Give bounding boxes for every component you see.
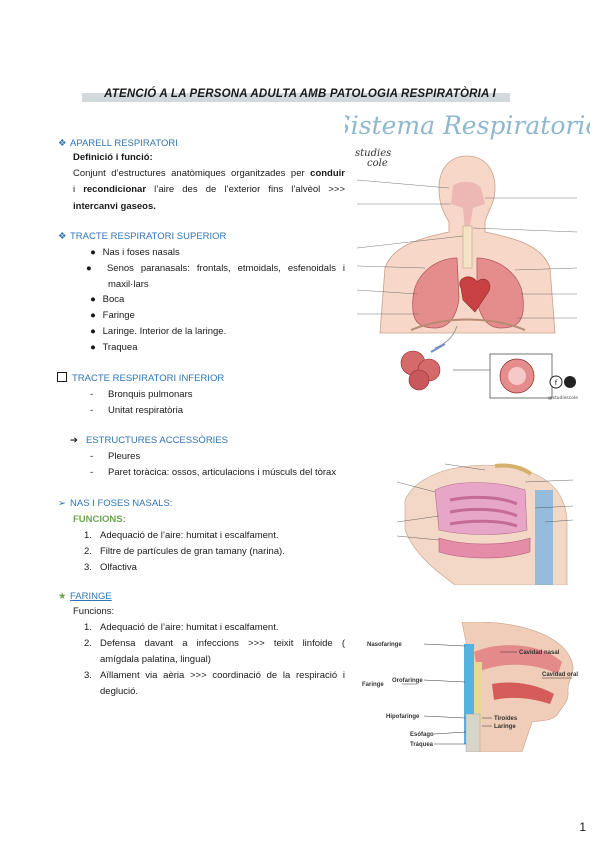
definition-label: Definició i funció: [73,152,153,163]
list-item: ● Traquea [90,342,138,353]
brand-text: studies [355,148,392,159]
definition-line-1: Conjunt d’estructures anatòmiques organitzades per conduir [73,168,345,179]
diamond-bullet-icon: ❖ [58,138,67,149]
list-item: - Pleures [90,451,141,462]
svg-text:f: f [554,379,558,387]
checkbox-icon [57,372,67,382]
list-item: ● Senos paranasals: frontals, etmoidals, esfenoidals i [86,263,345,274]
list-item: 2. Filtre de partícules de gran tamany (narina). [84,546,285,557]
definition-line-3: intercanvi gaseos. [73,201,156,212]
label-cavidad-nasal: Cavidad nasal [519,650,560,656]
list-item-continued: deglució. [100,686,139,697]
figure-title: Sistema Respiratorio [345,111,590,140]
definition-line-2: i recondicionar l’aire des de l’exterior fins l’alvèol >>> [73,184,345,195]
section-heading-accessories: ➔ ESTRUCTURES ACCESSÒRIES [70,435,228,446]
pharynx-figure [362,622,587,752]
respiratory-system-figure [345,108,590,408]
section-heading-inferior: TRACTE RESPIRATORI INFERIOR [57,372,224,386]
list-item: 3. Aïllament via aèria >>> coordinació de la respiració i [84,670,345,681]
list-item: - Bronquis pulmonars [90,389,193,400]
label-tiroides: Tiroides [494,716,518,722]
list-item-continued: maxil·lars [108,279,149,290]
list-item: 1. Adequació de l’aire: humitat i escalfament. [84,530,279,541]
label-hipofaringe: Hipofaringe [386,714,420,720]
label-faringe: Faringe [362,682,384,688]
arrowhead-icon: ➢ [58,498,66,509]
section-heading-nas: ➢ NAS I FOSES NASALS: [58,498,173,509]
list-item: ● Faringe [90,310,135,321]
section-heading-superior: ❖ TRACTE RESPIRATORI SUPERIOR [58,231,227,242]
page-number: 1 [579,820,586,834]
list-item: 2. Defensa davant a infeccions >>> teixit linfoide ( [84,638,345,649]
nasal-cavity-figure [395,460,575,585]
section-heading-aparell: ❖ APARELL RESPIRATORI [58,138,178,149]
respiratory-system-illustration [345,108,590,408]
arrow-right-icon: ➔ [70,435,78,446]
list-item: - Unitat respiratòria [90,405,183,416]
label-laringe: Laringe [494,724,516,730]
list-item: ● Laringe. Interior de la laringe. [90,326,227,337]
subheading-funcions: FUNCIONS: [73,514,126,525]
label-traquea: Tráquea [410,742,434,748]
page-title: ATENCIÓ A LA PERSONA ADULTA AMB PATOLOGIA RESPIRATÒRIA I [104,88,496,100]
pharynx-illustration [362,622,587,752]
brand-text: cole [367,158,388,169]
section-heading-faringe: ★ FARINGE [58,591,112,602]
list-item-continued: amígdala palatina, lingual) [100,654,211,665]
label-esofago: Esófago [410,732,434,738]
nasal-cavity-illustration [395,460,575,585]
label-orofaringe: Orofaringe [392,678,423,684]
diamond-bullet-icon: ❖ [58,231,67,242]
label-nasofaringe: Nasofaringe [367,642,402,648]
list-item: 3. Olfactiva [84,562,137,573]
list-item: ● Nas i foses nasals [90,247,180,258]
label-cavidad-oral: Cavidad oral [542,672,579,678]
list-item: 1. Adequació de l’aire: humitat i escalfament. [84,622,279,633]
social-handle: @studiescole [548,396,578,401]
list-item: ● Boca [90,294,125,305]
list-item: - Paret toràcica: ossos, articulacions i músculs del tòrax [90,467,337,478]
star-icon: ★ [58,591,67,602]
subheading-funcions: Funcions: [73,606,115,617]
